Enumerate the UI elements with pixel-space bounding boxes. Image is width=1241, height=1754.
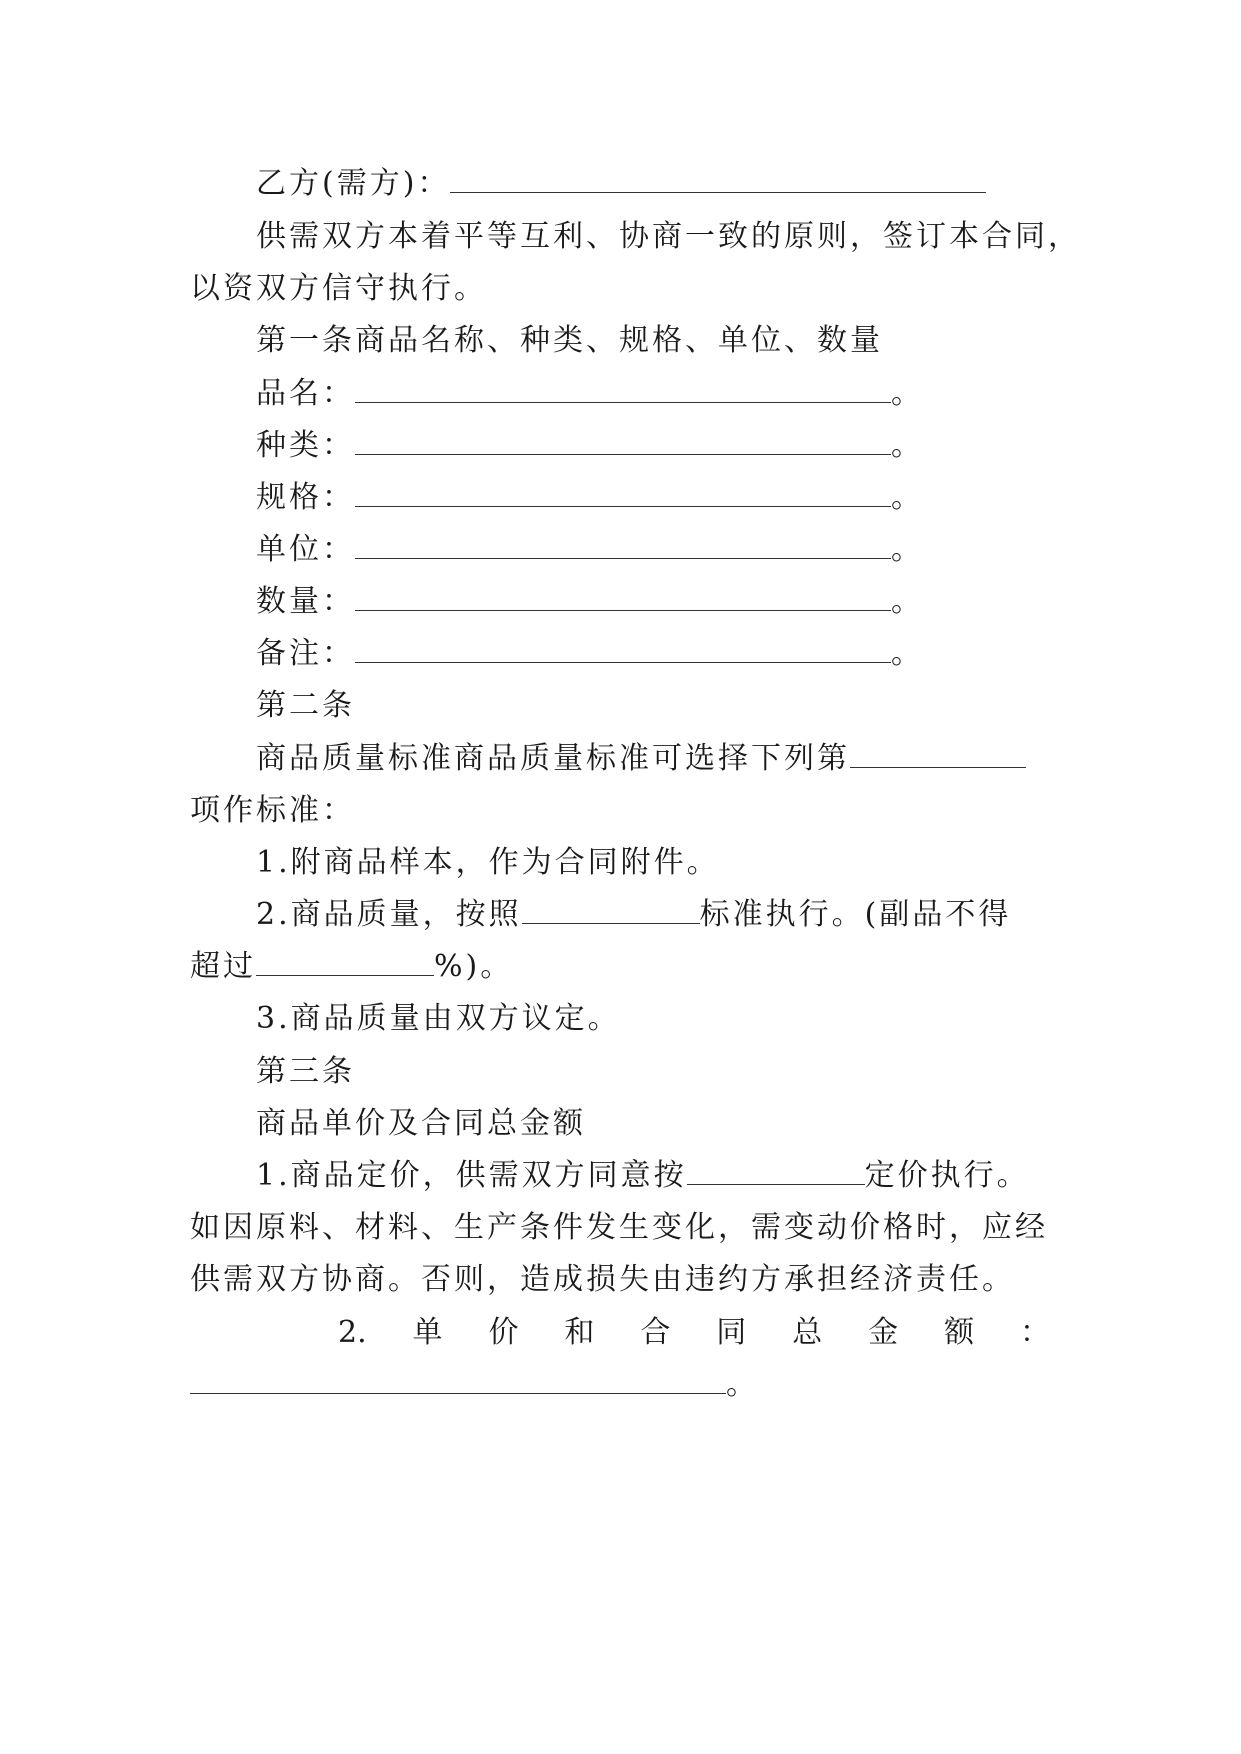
article-2-title: 第二条 [256,688,355,723]
price-item-2: 2.单价和合同总金额： [338,1315,1050,1350]
field-end: 。 [891,636,924,671]
party-b-label: 乙方(需方)： [256,166,451,201]
intro-line-2: 以资双方信守执行。 [190,271,487,306]
quality-choice-blank[interactable] [850,741,1026,768]
field-unit [190,521,1116,579]
quality-item-1: 1.附商品样本，作为合同附件。 [256,845,720,880]
party-b-blank[interactable] [450,166,986,193]
price-item-1-line-2: 如因原料、材料、生产条件发生变化，需变动价格时，应经 [190,1210,1048,1245]
total-amount-blank[interactable] [190,1367,726,1394]
quality-item-2-text-c: 超过 [190,949,256,984]
field-end: 。 [891,376,924,411]
price-item-2-end: 。 [726,1367,759,1402]
field-label: 单位： [256,532,355,567]
quality-item-2-text-d: %)。 [434,949,514,984]
field-label: 备注： [256,636,355,671]
field-blank[interactable] [355,428,891,455]
party-b-line [190,155,1116,213]
price-item-2-cont [190,1356,1050,1414]
field-end: 。 [891,532,924,567]
price-title: 商品单价及合同总金额 [256,1106,586,1141]
quality-item-2-text-a: 2.商品质量，按照 [256,897,522,932]
price-item-1 [190,1147,1116,1205]
price-item-1-text-a: 1.商品定价，供需双方同意按 [256,1158,687,1193]
price-item-1-text-b: 定价执行。 [864,1158,1030,1193]
field-label: 品名： [256,376,355,411]
field-spec [190,469,1116,527]
quality-standard-blank[interactable] [522,897,700,924]
quality-item-3: 3.商品质量由双方议定。 [256,1001,621,1036]
field-blank[interactable] [355,636,891,663]
quality-line-1 [190,730,1116,788]
quality-item-2-cont [190,938,1050,996]
field-quantity [190,573,1116,631]
field-blank[interactable] [355,376,891,403]
field-remarks [190,625,1116,683]
field-label: 数量： [256,584,355,619]
defect-percent-blank[interactable] [256,949,434,976]
field-end: 。 [891,480,924,515]
field-blank[interactable] [355,584,891,611]
quality-text: 商品质量标准商品质量标准可选择下列第 [256,741,850,776]
field-category [190,417,1116,475]
intro-line-1: 供需双方本着平等互利、协商一致的原则，签订本合同， [256,219,1081,254]
field-label: 种类： [256,428,355,463]
quality-line-2: 项作标准： [190,793,355,828]
price-item-1-line-3: 供需双方协商。否则，造成损失由违约方承担经济责任。 [190,1262,1015,1297]
quality-item-2 [190,886,1116,944]
field-label: 规格： [256,480,355,515]
field-end: 。 [891,584,924,619]
field-end: 。 [891,428,924,463]
article-3-title: 第三条 [256,1054,355,1089]
article-1-title: 第一条商品名称、种类、规格、单位、数量 [256,323,883,358]
field-product-name [190,365,1116,423]
pricing-basis-blank[interactable] [687,1158,865,1185]
quality-item-2-text-b: 标准执行。(副品不得 [699,897,1012,932]
field-blank[interactable] [355,532,891,559]
field-blank[interactable] [355,480,891,507]
